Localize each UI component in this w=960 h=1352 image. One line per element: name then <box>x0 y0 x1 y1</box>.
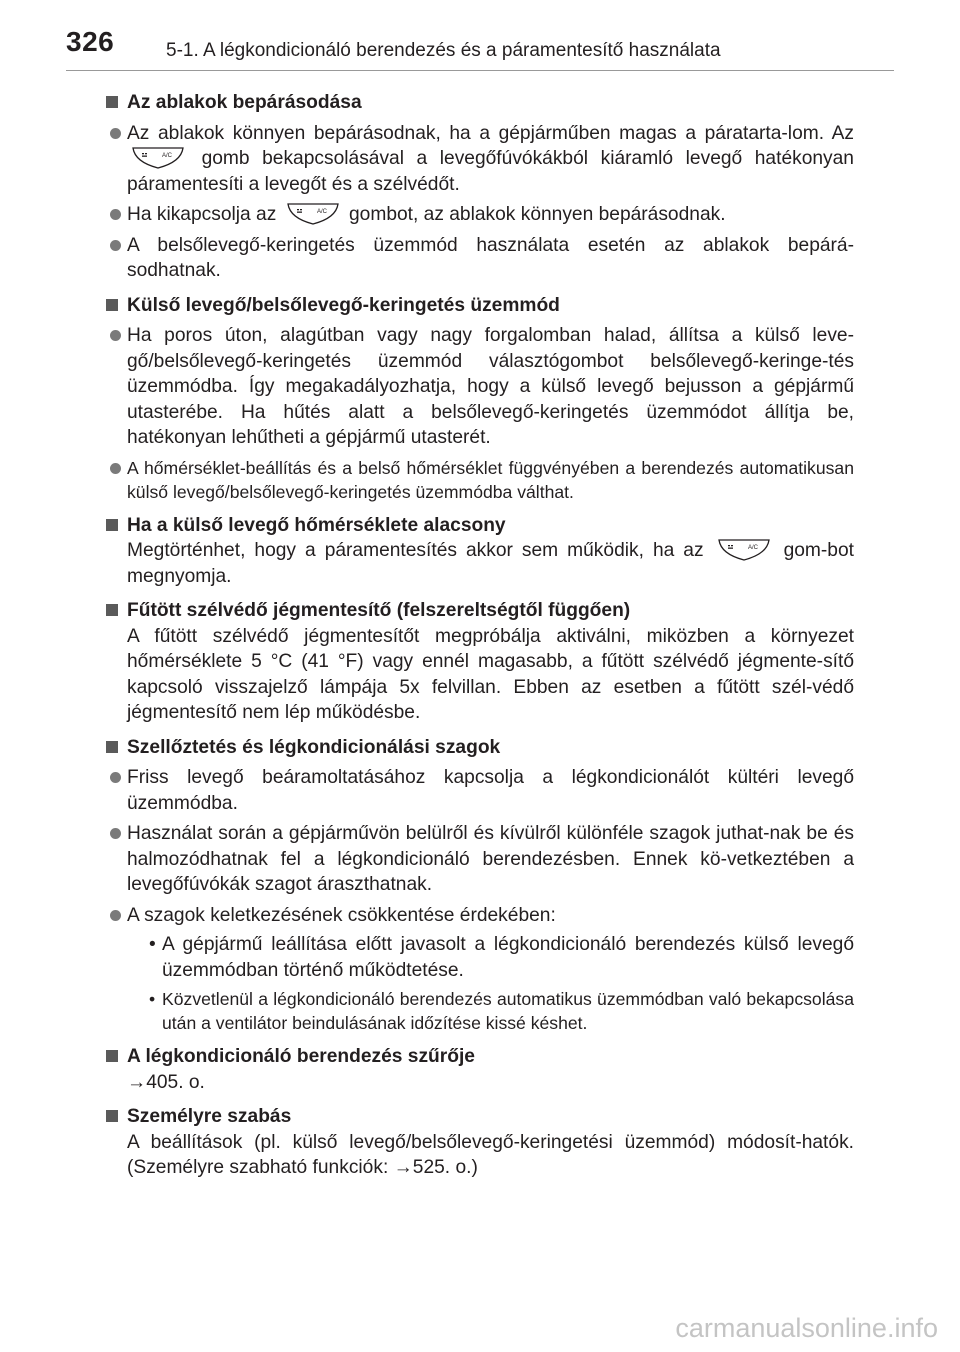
svg-text:A/C: A/C <box>747 545 758 551</box>
section-heading: Szellőztetés és légkondicionálási szagok <box>106 735 854 761</box>
circle-bullet-icon <box>110 128 121 139</box>
header-divider <box>66 70 894 71</box>
circle-bullet-icon <box>110 209 121 220</box>
section-ac-filter <box>106 1044 854 1095</box>
square-bullet-icon <box>106 519 118 531</box>
sub-list-item: • Közvetlenül a légkondicionáló berendezés automatikus üzemmódban való bekapcsolása után a ventilátor beindulásának időzítése kissé késhet. <box>149 989 854 1033</box>
section-low-outside-temp <box>106 513 854 590</box>
ac-button-icon <box>286 202 340 226</box>
list-item: Használat során a gépjárművön belülről és kívülről különféle szagok juthat-nak be és halmozódhatnak fel a légkondicionáló berendezésben. Ennek kö-vetkeztében a levegőfúvókák szagot áraszthatnak. <box>106 821 854 898</box>
page-content <box>106 90 854 1190</box>
section-heading: Személyre szabás <box>106 1104 854 1130</box>
page-title: 5-1. A légkondicionáló berendezés és a páramentesítő használata <box>166 40 721 61</box>
section-customization <box>106 1104 854 1181</box>
paragraph: A fűtött szélvédő jégmentesítőt megpróbálja aktiválni, miközben a környezet hőmérséklete 5 °C (41 °F) vagy ennél magasabb, a fűtött szélvédő jégmente-sítő kapcsoló visszajelző lámpája 5x felvillan. Ebben az esetben a fűtött szél-védő jégmentesítő nem lép működésbe. <box>127 625 854 723</box>
circle-bullet-icon <box>110 240 121 251</box>
section-heated-windshield <box>106 598 854 726</box>
circle-bullet-icon <box>110 828 121 839</box>
paragraph: Megtörténhet, hogy a páramentesítés akkor sem működik, ha az A/C gom-bot megnyomja. <box>127 540 854 587</box>
ac-button-icon <box>131 146 185 170</box>
svg-text:A/C: A/C <box>162 153 173 159</box>
paragraph: A beállítások (pl. külső levegő/belsőlevegő-keringetési üzemmód) módosít-hatók. (Személyre szabható funkciók: →525. o.) <box>127 1131 854 1178</box>
section-recirculation-mode <box>106 293 854 504</box>
list-item: A hőmérséklet-beállítás és a belső hőmérséklet függvényében a berendezés automatikusan külső levegő/belsőlevegő-keringetés üzemmódba válthat. <box>106 456 854 504</box>
page-number: 326 <box>66 26 115 57</box>
circle-bullet-icon <box>110 463 121 474</box>
list-item: Ha poros úton, alagútban vagy nagy forgalomban halad, állítsa a külső leve-gő/belsőlevegő-keringetés üzemmód választógombot belsőlevegő-keringe-tés üzemmódba. Így megakadályozhatja, hogy a külső levegő bejusson a gépjármű utasterébe. Ha hűtés alatt a belsőlevegő-keringetés üzemmódot állítja be, hatékonyan lehűtheti a gépjármű utasterét. <box>106 323 854 451</box>
section-heading: Ha a külső levegő hőmérséklete alacsony <box>106 513 854 539</box>
section-heading: Az ablakok bepárásodása <box>106 90 854 116</box>
list-item: A belsőlevegő-keringetés üzemmód használata esetén az ablakok bepárá-sodhatnak. <box>106 233 854 284</box>
list-item: Az ablakok könnyen bepárásodnak, ha a gépjárműben magas a páratarta-lom. Az A/C gomb bekapcsolásával a levegőfúvókákból kiáramló levegő hatékonyan páramentesíti a levegőt és a szélvédőt. <box>106 121 854 198</box>
svg-text:A/C: A/C <box>316 209 327 215</box>
circle-bullet-icon <box>110 910 121 921</box>
section-heading: A légkondicionáló berendezés szűrője <box>106 1044 854 1070</box>
sub-list-item: • A gépjármű leállítása előtt javasolt a légkondicionáló berendezés külső levegő üzemmódban történő működtetése. <box>149 934 854 981</box>
square-bullet-icon <box>106 1050 118 1062</box>
square-bullet-icon <box>106 96 118 108</box>
square-bullet-icon <box>106 604 118 616</box>
watermark: carmanualsonline.info <box>675 1313 938 1343</box>
section-heading: Fűtött szélvédő jégmentesítő (felszereltségtől függően) <box>106 598 854 624</box>
circle-bullet-icon <box>110 330 121 341</box>
square-bullet-icon <box>106 741 118 753</box>
square-bullet-icon <box>106 299 118 311</box>
list-item: Friss levegő beáramoltatásához kapcsolja a légkondicionálót kültéri levegő üzemmódba. <box>106 765 854 816</box>
section-heading: Külső levegő/belsőlevegő-keringetés üzemmód <box>106 293 854 319</box>
ac-button-icon <box>717 538 771 562</box>
section-ventilation-odors <box>106 735 854 1036</box>
square-bullet-icon <box>106 1110 118 1122</box>
list-item: Ha kikapcsolja az A/C gombot, az ablakok könnyen bepárásodnak. <box>106 202 854 228</box>
list-item: A szagok keletkezésének csökkentése érdekében: <box>106 903 854 929</box>
circle-bullet-icon <box>110 772 121 783</box>
section-window-fogging <box>106 90 854 284</box>
page-reference-link[interactable]: →405. o. <box>127 1071 205 1093</box>
